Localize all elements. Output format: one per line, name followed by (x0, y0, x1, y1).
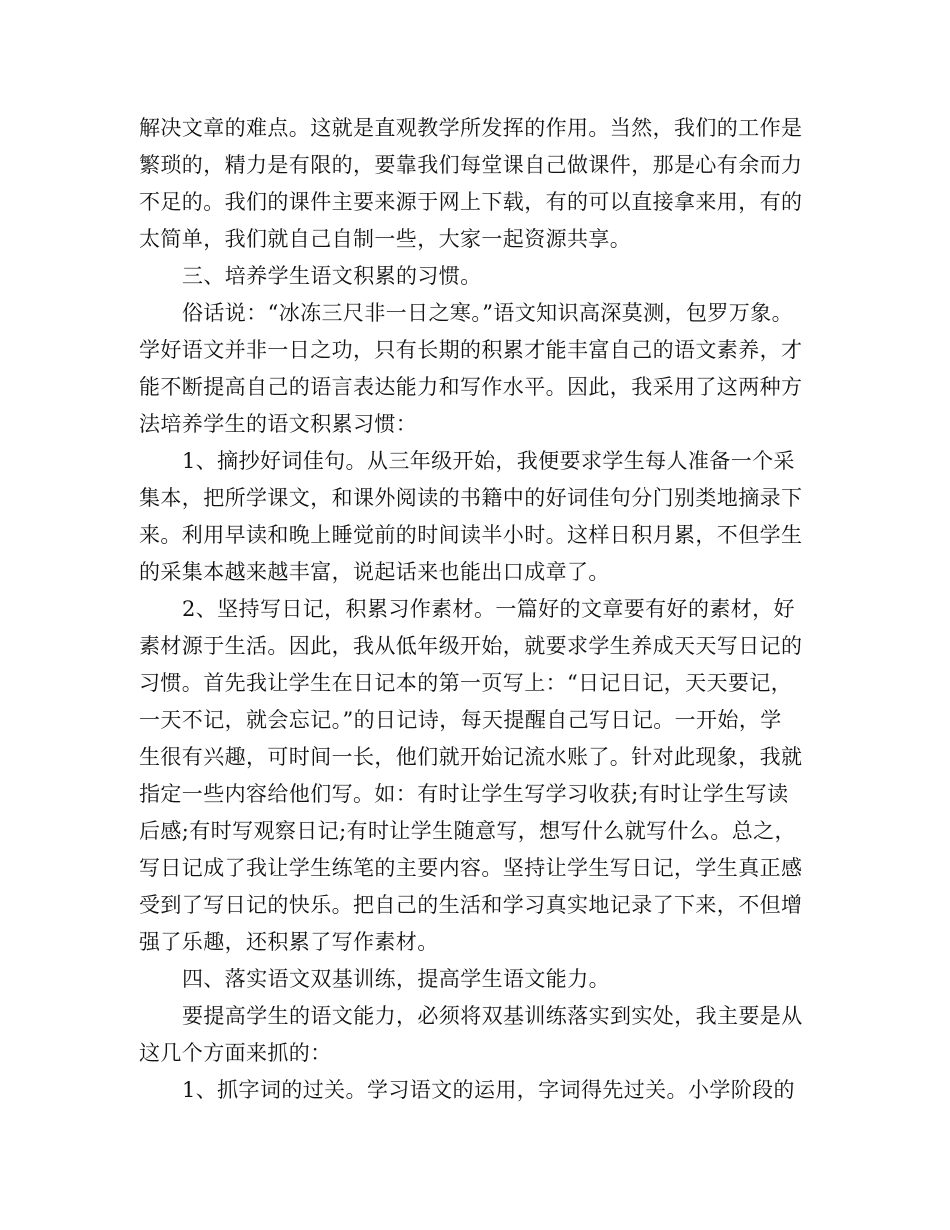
section-heading: 三、培养学生语文积累的习惯。 (182, 264, 482, 288)
text-line: 要提高学生的语文能力，必须将双基训练落实到实处，我主要是从 (182, 1004, 803, 1028)
text-line: 俗话说：“冰冻三尺非一日之寒。”语文知识高深莫测，包罗万象。 (182, 301, 793, 325)
text-line: 不足的。我们的课件主要来源于网上下载，有的可以直接拿来用，有的 (139, 190, 803, 214)
text-line: 1、摘抄好词佳句。从三年级开始，我便要求学生每人准备一个采 (182, 449, 795, 473)
text-line: 集本，把所学课文，和课外阅读的书籍中的好词佳句分门别类地摘录下 (139, 486, 803, 510)
text-line: 解决文章的难点。这就是直观教学所发挥的作用。当然，我们的工作是 (139, 116, 803, 140)
section-heading: 四、落实语文双基训练，提高学生语文能力。 (182, 967, 610, 991)
text-line: 的采集本越来越丰富，说起话来也能出口成章了。 (139, 560, 610, 584)
text-line: 法培养学生的语文积累习惯： (139, 412, 418, 436)
text-line: 太简单，我们就自己自制一些，大家一起资源共享。 (139, 227, 632, 251)
text-line: 1、抓字词的过关。学习语文的运用，字词得先过关。小学阶段的 (182, 1078, 795, 1102)
text-line: 写日记成了我让学生练笔的主要内容。坚持让学生写日记，学生真正感 (139, 856, 803, 880)
text-line: 一天不记，就会忘记。”的日记诗，每天提醒自己写日记。一开始，学 (139, 708, 782, 732)
document-body (139, 110, 839, 1109)
text-line: 来。利用早读和晚上睡觉前的时间读半小时。这样日积月累，不但学生 (139, 523, 803, 547)
text-line: 繁琐的，精力是有限的，要靠我们每堂课自己做课件，那是心有余而力 (139, 153, 803, 177)
text-line: 素材源于生活。因此，我从低年级开始，就要求学生养成天天写日记的 (139, 634, 803, 658)
text-line: 习惯。首先我让学生在日记本的第一页写上：“日记日记，天天要记， (139, 671, 793, 695)
text-line: 2、坚持写日记，积累习作素材。一篇好的文章要有好的素材，好 (182, 597, 795, 621)
text-line: 强了乐趣，还积累了写作素材。 (139, 930, 439, 954)
text-line: 这几个方面来抓的： (139, 1041, 332, 1065)
text-line: 受到了写日记的快乐。把自己的生活和学习真实地记录了下来，不但增 (139, 893, 803, 917)
text-line: 后感;有时写观察日记;有时让学生随意写，想写什么就写什么。总之， (139, 819, 796, 843)
text-line: 生很有兴趣，可时间一长，他们就开始记流水账了。针对此现象，我就 (139, 745, 803, 769)
text-line: 学好语文并非一日之功，只有长期的积累才能丰富自己的语文素养，才 (139, 338, 803, 362)
text-line: 能不断提高自己的语言表达能力和写作水平。因此，我采用了这两种方 (139, 375, 803, 399)
text-line: 指定一些内容给他们写。如：有时让学生写学习收获;有时让学生写读 (139, 782, 789, 806)
